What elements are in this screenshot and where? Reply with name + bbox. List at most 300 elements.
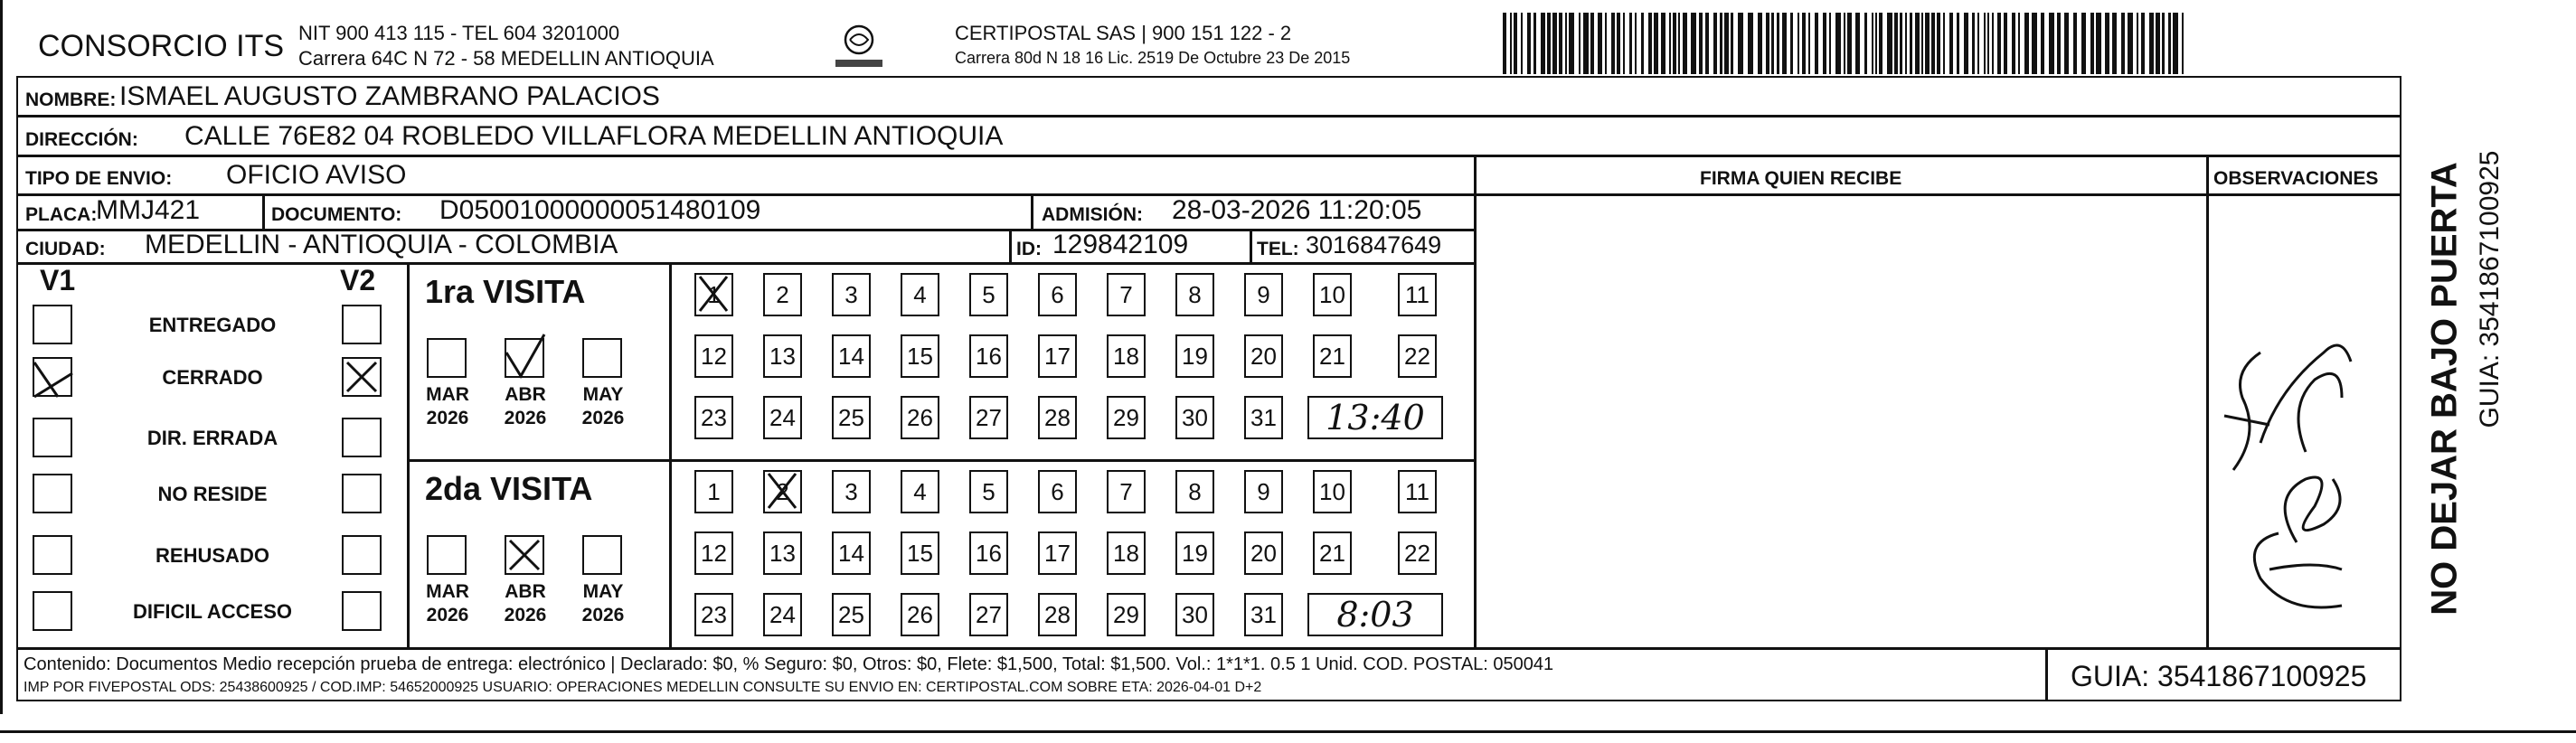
day-box[interactable] xyxy=(1398,531,1437,575)
month-year: 2026 xyxy=(426,408,469,428)
bottom-rule xyxy=(0,730,2576,733)
barcode-bar xyxy=(1782,13,1787,74)
barcode-bar xyxy=(1678,13,1680,74)
month-year: 2026 xyxy=(504,408,547,428)
barcode-bar xyxy=(2024,13,2029,74)
barcode-bar xyxy=(2105,13,2109,74)
barcode-bar xyxy=(1713,13,1717,74)
day-number: 25 xyxy=(838,600,864,628)
barcode-bar xyxy=(2137,13,2138,74)
barcode-bar xyxy=(1790,13,1793,74)
day-box[interactable] xyxy=(763,531,802,575)
check-mark-icon xyxy=(31,355,76,400)
barcode-bar xyxy=(1598,13,1602,74)
barcode-bar xyxy=(2032,13,2037,74)
barcode-bar xyxy=(1565,13,1567,74)
barcode-bar xyxy=(1654,13,1658,74)
day-box[interactable] xyxy=(1038,273,1077,316)
month-label xyxy=(416,580,479,627)
v1-header: V1 xyxy=(40,264,76,296)
day-number: 6 xyxy=(1051,477,1064,505)
day-box[interactable] xyxy=(1038,470,1077,513)
day-number: 13 xyxy=(769,539,796,567)
barcode-bar xyxy=(1957,13,1959,74)
barcode-bar xyxy=(1559,13,1562,74)
month-year: 2026 xyxy=(426,605,469,625)
month-name: ABR xyxy=(505,581,546,602)
barcode-bar xyxy=(1527,13,1531,74)
barcode-bar xyxy=(1720,13,1722,74)
barcode-bar xyxy=(1731,13,1733,74)
day-number: 6 xyxy=(1051,280,1064,308)
company-name: CONSORCIO ITS xyxy=(38,29,285,63)
barcode-bar xyxy=(1987,13,1989,74)
v2-checkbox[interactable] xyxy=(342,305,382,344)
day-box[interactable] xyxy=(1313,334,1352,378)
status-label: DIFICIL ACCESO xyxy=(132,600,292,623)
status-label: NO RESIDE xyxy=(157,483,268,505)
barcode-bar xyxy=(1798,13,1799,74)
barcode-bar xyxy=(1964,13,1968,74)
day-box[interactable] xyxy=(969,396,1008,439)
day-number: 15 xyxy=(907,539,933,567)
day-number: 31 xyxy=(1250,600,1277,628)
day-number: 23 xyxy=(701,403,727,431)
id-value: 129842109 xyxy=(1052,230,1189,259)
barcode-bar xyxy=(1925,13,1930,74)
day-box[interactable] xyxy=(832,531,871,575)
barcode-bar xyxy=(1992,13,1994,74)
direccion-label: DIRECCIÓN: xyxy=(25,129,138,150)
month-year: 2026 xyxy=(504,605,547,625)
day-box[interactable] xyxy=(1175,334,1214,378)
day-box[interactable] xyxy=(1107,593,1146,636)
barcode-bar xyxy=(2182,13,2184,74)
barcode-bar xyxy=(1777,13,1779,74)
barcode-bar xyxy=(1808,13,1810,74)
v1-checkbox[interactable] xyxy=(33,305,72,344)
barcode-bar xyxy=(1521,13,1523,74)
day-box[interactable] xyxy=(901,273,939,316)
barcode xyxy=(1503,13,2190,74)
barcode-bar xyxy=(1921,13,1923,74)
barcode-bar xyxy=(1623,13,1625,74)
day-box[interactable] xyxy=(832,396,871,439)
barcode-bar xyxy=(1887,13,1892,74)
barcode-bar xyxy=(1547,13,1551,74)
day-number: 18 xyxy=(1113,539,1139,567)
day-number: 10 xyxy=(1319,477,1345,505)
barcode-bar xyxy=(1514,13,1517,74)
barcode-bar xyxy=(1984,13,1986,74)
day-number: 29 xyxy=(1113,600,1139,628)
month-checkbox[interactable] xyxy=(427,338,467,378)
barcode-bar xyxy=(1673,13,1676,74)
barcode-bar xyxy=(1748,13,1753,74)
day-number: 16 xyxy=(976,539,1002,567)
barcode-bar xyxy=(1605,13,1607,74)
day-number: 2 xyxy=(776,477,789,505)
day-number: 19 xyxy=(1182,539,1208,567)
day-box[interactable] xyxy=(1244,470,1283,513)
day-number: 29 xyxy=(1113,403,1139,431)
v2-checkbox[interactable] xyxy=(342,591,382,631)
day-number: 22 xyxy=(1404,342,1430,370)
day-box[interactable] xyxy=(763,334,802,378)
barcode-bar xyxy=(1802,13,1806,74)
day-box[interactable] xyxy=(1038,593,1077,636)
day-number: 2 xyxy=(776,280,789,308)
barcode-bar xyxy=(1931,13,1935,74)
month-label xyxy=(571,580,635,627)
documento-label: DOCUMENTO: xyxy=(271,204,402,225)
barcode-bar xyxy=(2073,13,2077,74)
barcode-bar xyxy=(2141,13,2145,74)
barcode-bar xyxy=(1997,13,2001,74)
barcode-bar xyxy=(1937,13,1940,74)
barcode-bar xyxy=(1815,13,1818,74)
visit-title: 2da VISITA xyxy=(425,470,593,507)
day-box[interactable] xyxy=(1244,334,1283,378)
barcode-bar xyxy=(1758,13,1762,74)
day-number: 30 xyxy=(1182,403,1208,431)
day-number: 24 xyxy=(769,403,796,431)
barcode-bar xyxy=(1949,13,1953,74)
barcode-bar xyxy=(1705,13,1709,74)
barcode-bar xyxy=(2128,13,2133,74)
day-box[interactable] xyxy=(1107,470,1146,513)
day-number: 15 xyxy=(907,342,933,370)
recipient-signature xyxy=(2206,271,2387,642)
barcode-bar xyxy=(1894,13,1898,74)
barcode-bar xyxy=(1905,13,1907,74)
barcode-bar xyxy=(1724,13,1729,74)
barcode-bar xyxy=(1691,13,1696,74)
day-box[interactable] xyxy=(1175,273,1214,316)
status-label: REHUSADO xyxy=(156,544,269,567)
barcode-bar xyxy=(2096,13,2101,74)
day-box[interactable] xyxy=(1313,470,1352,513)
day-box[interactable] xyxy=(763,273,802,316)
status-label: DIR. ERRADA xyxy=(146,427,278,449)
day-number: 27 xyxy=(976,403,1002,431)
v1-checkbox[interactable] xyxy=(33,357,72,397)
barcode-bar xyxy=(1872,13,1873,74)
month-checkbox[interactable] xyxy=(582,535,622,575)
barcode-bar xyxy=(1855,13,1860,74)
barcode-bar xyxy=(1617,13,1620,74)
barcode-bar xyxy=(2121,13,2125,74)
barcode-bar xyxy=(1879,13,1882,74)
day-box[interactable] xyxy=(1175,531,1214,575)
barcode-bar xyxy=(2090,13,2094,74)
barcode-bar xyxy=(1972,13,1975,74)
month-label xyxy=(571,383,635,430)
nit-line: NIT 900 413 115 - TEL 604 3201000 xyxy=(298,22,620,44)
day-box[interactable] xyxy=(694,334,733,378)
nombre-label: NOMBRE: xyxy=(25,89,117,110)
x-mark-icon xyxy=(505,535,544,575)
v1-checkbox[interactable] xyxy=(33,591,72,631)
company-address: Carrera 64C N 72 - 58 MEDELLIN ANTIOQUIA xyxy=(298,47,714,70)
month-label xyxy=(494,383,557,430)
barcode-bar xyxy=(1943,13,1945,74)
day-box[interactable] xyxy=(1244,273,1283,316)
day-number: 21 xyxy=(1319,342,1345,370)
day-number: 9 xyxy=(1257,477,1270,505)
barcode-bar xyxy=(1900,13,1902,74)
contenido-line: Contenido: Documentos Medio recepción prueba de entrega: electrónico | Declarado: $0, % Seguro: $0, Otros: $0, Flete: $1,500, Total: $1,500. Vol.: 1*1*1. 0.5 1 Unid. COD. POSTAL: 050041 xyxy=(24,654,1554,674)
day-number: 16 xyxy=(976,342,1002,370)
day-box[interactable] xyxy=(1175,396,1214,439)
day-number: 14 xyxy=(838,342,864,370)
month-name: MAY xyxy=(582,384,624,405)
day-number: 25 xyxy=(838,403,864,431)
barcode-bar xyxy=(1847,13,1852,74)
day-box[interactable] xyxy=(901,593,939,636)
visit-time[interactable]: 13:40 xyxy=(1307,396,1443,439)
day-box[interactable] xyxy=(901,470,939,513)
barcode-bar xyxy=(1915,13,1920,74)
day-box[interactable] xyxy=(901,396,939,439)
day-box[interactable] xyxy=(832,593,871,636)
day-number: 28 xyxy=(1044,403,1071,431)
barcode-bar xyxy=(1864,13,1867,74)
barcode-bar xyxy=(1541,13,1545,74)
barcode-bar xyxy=(2173,13,2178,74)
no-dejar-bajo-puerta: NO DEJAR BAJO PUERTA xyxy=(2424,162,2465,616)
day-box[interactable] xyxy=(1107,396,1146,439)
v2-checkbox[interactable] xyxy=(342,357,382,397)
day-box[interactable] xyxy=(1107,531,1146,575)
barcode-bar xyxy=(1661,13,1665,74)
tel-value: 3016847649 xyxy=(1306,231,1442,259)
month-checkbox[interactable] xyxy=(505,535,544,575)
day-number: 7 xyxy=(1119,477,1133,505)
day-box[interactable] xyxy=(1398,334,1437,378)
day-number: 21 xyxy=(1319,539,1345,567)
barcode-bar xyxy=(1699,13,1703,74)
day-number: 11 xyxy=(1405,477,1430,505)
day-number: 24 xyxy=(769,600,796,628)
visit-title: 1ra VISITA xyxy=(425,273,586,310)
barcode-bar xyxy=(2112,13,2117,74)
barcode-bar xyxy=(1583,13,1589,74)
day-box[interactable] xyxy=(1107,273,1146,316)
ciudad-label: CIUDAD: xyxy=(25,239,106,259)
day-number: 8 xyxy=(1188,477,1202,505)
barcode-bar xyxy=(1829,13,1831,74)
day-number: 1 xyxy=(707,280,721,308)
day-box[interactable] xyxy=(1038,334,1077,378)
barcode-bar xyxy=(1669,13,1671,74)
day-box[interactable] xyxy=(1107,334,1146,378)
day-number: 23 xyxy=(701,600,727,628)
day-box[interactable] xyxy=(694,396,733,439)
barcode-bar xyxy=(1590,13,1594,74)
day-box[interactable] xyxy=(1313,531,1352,575)
barcode-bar xyxy=(1579,13,1581,74)
v1-checkbox[interactable] xyxy=(33,474,72,513)
barcode-bar xyxy=(2162,13,2165,74)
day-box[interactable] xyxy=(694,273,733,316)
day-box[interactable] xyxy=(969,531,1008,575)
month-checkbox[interactable] xyxy=(582,338,622,378)
nombre-value: ISMAEL AUGUSTO ZAMBRANO PALACIOS xyxy=(119,81,660,111)
barcode-bar xyxy=(1823,13,1826,74)
firma-label: FIRMA QUIEN RECIBE xyxy=(1700,168,1902,189)
barcode-bar xyxy=(1641,13,1644,74)
left-edge-line xyxy=(0,0,3,714)
day-number: 12 xyxy=(701,539,727,567)
v1-checkbox[interactable] xyxy=(33,535,72,575)
status-label: CERRADO xyxy=(162,366,263,389)
observaciones-label: OBSERVACIONES xyxy=(2213,168,2379,189)
day-number: 9 xyxy=(1257,280,1270,308)
barcode-bar xyxy=(1503,13,1506,74)
day-number: 18 xyxy=(1113,342,1139,370)
barcode-bar xyxy=(1569,13,1574,74)
day-box[interactable] xyxy=(1175,593,1214,636)
day-number: 7 xyxy=(1119,280,1133,308)
barcode-bar xyxy=(1844,13,1845,74)
day-number: 20 xyxy=(1250,342,1277,370)
barcode-bar xyxy=(1648,13,1652,74)
v2-checkbox[interactable] xyxy=(342,535,382,575)
day-number: 5 xyxy=(982,280,995,308)
month-name: MAR xyxy=(426,384,469,405)
day-box[interactable] xyxy=(1244,396,1283,439)
barcode-bar xyxy=(2156,13,2160,74)
imp-line: IMP POR FIVEPOSTAL ODS: 25438600925 / COD.IMP: 54652000925 USUARIO: OPERACIONES MEDELLIN CONSULTE SU ENVIO EN: CERTIPOSTAL.COM SOBRE ETA: 2026-04-01 D+2 xyxy=(24,680,1262,695)
day-number: 1 xyxy=(707,477,721,505)
day-number: 30 xyxy=(1182,600,1208,628)
visit-time[interactable]: 8:03 xyxy=(1307,593,1443,636)
barcode-bar xyxy=(2064,13,2069,74)
barcode-bar xyxy=(1510,13,1512,74)
v2-checkbox[interactable] xyxy=(342,474,382,513)
day-box[interactable] xyxy=(901,334,939,378)
day-number: 4 xyxy=(913,280,927,308)
day-box[interactable] xyxy=(1398,273,1437,316)
day-number: 26 xyxy=(907,600,933,628)
side-guia: GUIA: 3541867100925 xyxy=(2475,150,2505,428)
day-box[interactable] xyxy=(694,593,733,636)
barcode-bar xyxy=(1766,13,1769,74)
barcode-bar xyxy=(2057,13,2061,74)
day-box[interactable] xyxy=(969,470,1008,513)
day-number: 20 xyxy=(1250,539,1277,567)
day-box[interactable] xyxy=(694,531,733,575)
direccion-value: CALLE 76E82 04 ROBLEDO VILLAFLORA MEDELLIN ANTIOQUIA xyxy=(184,121,1004,151)
placa-value: MMJ421 xyxy=(96,195,201,225)
day-number: 3 xyxy=(845,280,858,308)
day-box[interactable] xyxy=(832,273,871,316)
month-name: MAR xyxy=(426,581,469,602)
barcode-bar xyxy=(2168,13,2171,74)
barcode-bar xyxy=(1611,13,1615,74)
day-box[interactable] xyxy=(694,470,733,513)
barcode-bar xyxy=(2012,13,2015,74)
v2-checkbox[interactable] xyxy=(342,418,382,457)
day-box[interactable] xyxy=(832,470,871,513)
barcode-bar xyxy=(1533,13,1536,74)
month-name: MAY xyxy=(582,581,624,602)
month-year: 2026 xyxy=(581,605,625,625)
day-number: 12 xyxy=(701,342,727,370)
month-label xyxy=(494,580,557,627)
day-box[interactable] xyxy=(1244,531,1283,575)
day-box[interactable] xyxy=(763,470,802,513)
day-box[interactable] xyxy=(969,334,1008,378)
day-number: 14 xyxy=(838,539,864,567)
barcode-bar xyxy=(2004,13,2007,74)
day-box[interactable] xyxy=(969,593,1008,636)
certipostal-line-1: CERTIPOSTAL SAS | 900 151 122 - 2 xyxy=(955,22,1292,44)
placa-label: PLACA: xyxy=(25,204,98,225)
barcode-bar xyxy=(1552,13,1557,74)
x-mark-icon xyxy=(342,357,382,397)
barcode-bar xyxy=(2149,13,2154,74)
guia-box: GUIA: 3541867100925 xyxy=(2071,660,2367,692)
day-box[interactable] xyxy=(969,273,1008,316)
barcode-bar xyxy=(1771,13,1774,74)
admision-label: ADMISIÓN: xyxy=(1042,204,1143,225)
barcode-bar xyxy=(1635,13,1637,74)
day-box[interactable] xyxy=(1038,396,1077,439)
v1-checkbox[interactable] xyxy=(33,418,72,457)
day-number: 31 xyxy=(1250,403,1277,431)
day-number: 22 xyxy=(1404,539,1430,567)
certipostal-logo xyxy=(832,20,886,72)
day-box[interactable] xyxy=(1244,593,1283,636)
barcode-bar xyxy=(1910,13,1912,74)
barcode-bar xyxy=(1738,13,1743,74)
day-box[interactable] xyxy=(1313,273,1352,316)
day-box[interactable] xyxy=(1398,470,1437,513)
day-number: 28 xyxy=(1044,600,1071,628)
day-box[interactable] xyxy=(1175,470,1214,513)
tipo-envio-label: TIPO DE ENVIO: xyxy=(25,168,173,189)
v2-header: V2 xyxy=(340,264,376,296)
id-label: ID: xyxy=(1016,239,1042,259)
month-checkbox[interactable] xyxy=(427,535,467,575)
day-box[interactable] xyxy=(763,396,802,439)
day-box[interactable] xyxy=(901,531,939,575)
month-checkbox[interactable] xyxy=(505,338,544,378)
day-box[interactable] xyxy=(763,593,802,636)
status-label: ENTREGADO xyxy=(148,314,277,336)
day-number: 17 xyxy=(1044,342,1071,370)
day-number: 26 xyxy=(907,403,933,431)
day-number: 13 xyxy=(769,342,796,370)
day-number: 5 xyxy=(982,477,995,505)
barcode-bar xyxy=(2041,13,2044,74)
barcode-bar xyxy=(1875,13,1877,74)
day-box[interactable] xyxy=(1038,531,1077,575)
day-number: 11 xyxy=(1405,280,1430,308)
day-number: 4 xyxy=(913,477,927,505)
admision-value: 28-03-2026 11:20:05 xyxy=(1172,195,1422,225)
barcode-bar xyxy=(1683,13,1687,74)
barcode-bar xyxy=(1835,13,1841,74)
certipostal-line-2: Carrera 80d N 18 16 Lic. 2519 De Octubre 23 De 2015 xyxy=(955,49,1351,67)
day-number: 27 xyxy=(976,600,1002,628)
day-box[interactable] xyxy=(832,334,871,378)
barcode-bar xyxy=(1629,13,1632,74)
barcode-bar xyxy=(1977,13,1979,74)
month-label xyxy=(416,383,479,430)
